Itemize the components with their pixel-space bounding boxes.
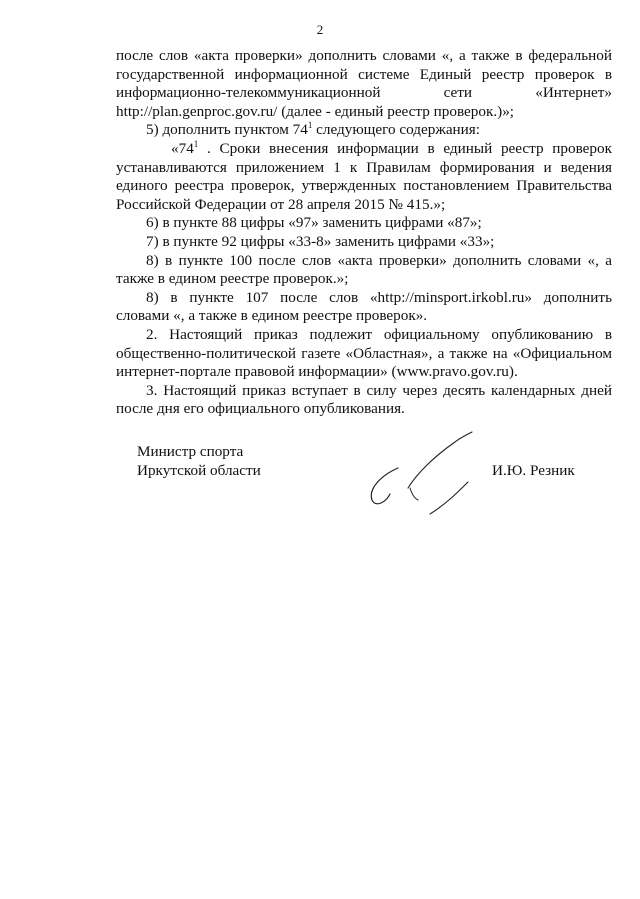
paragraph-item-body: . Сроки внесения информации в единый реестр проверок устанавливаются приложением 1 к Правилам формирования и ведения единого реестра проверок, утвержденных постановлением Правительства Российской Федерации от 28 апреля 2015 № 415.»;	[116, 139, 612, 213]
paragraph-item-107: 8) в пункте 107 после слов «http://minsport.irkobl.ru» дополнить словами «, а также в едином реестре проверок».	[116, 288, 612, 325]
paragraph-item-number: «74	[171, 139, 194, 157]
paragraph-add-item-tail: следующего содержания:	[312, 121, 481, 139]
paragraph-effective-date: 3. Настоящий приказ вступает в силу через десять календарных дней после дня его официального опубликования.	[116, 381, 612, 418]
signatory-title-line2: Иркутской области	[137, 462, 261, 479]
page-number: 2	[316, 22, 324, 37]
paragraph-add-item	[116, 121, 612, 140]
paragraph-item-88: 6) в пункте 88 цифры «97» заменить цифрами «87»;	[146, 214, 482, 232]
handwritten-signature	[360, 420, 480, 520]
paragraph-item-text	[116, 140, 612, 214]
signatory-name: И.Ю. Резник	[492, 462, 575, 479]
paragraph-registry-url: http://plan.genproc.gov.ru/ (далее - единый реестр проверок.)»;	[116, 102, 515, 120]
superscript: 1	[193, 138, 199, 149]
signatory-title-line1: Министр спорта	[137, 443, 244, 460]
signatory-title	[137, 442, 261, 480]
superscript: 1	[307, 120, 313, 131]
paragraph-amendment-federal-registry: после слов «акта проверки» дополнить словами «, а также в федеральной государственной информационной системе Единый реестр проверок в информационно-телекоммуникационной сети «Интернет»	[116, 47, 612, 102]
paragraph-add-item-text: 5) дополнить пунктом 74	[146, 121, 308, 139]
document-body	[116, 47, 612, 419]
paragraph-item-100: 8) в пункте 100 после слов «акта проверки» дополнить словами «, а также в едином реестре проверок.»;	[116, 251, 612, 288]
paragraph-publication: 2. Настоящий приказ подлежит официальному опубликованию в общественно-политической газете «Областная», а также на «Официальном интернет-портале правовой информации» (www.pravo.gov.ru).	[116, 325, 612, 381]
paragraph-item-92: 7) в пункте 92 цифры «33-8» заменить цифрами «33»;	[146, 232, 495, 250]
